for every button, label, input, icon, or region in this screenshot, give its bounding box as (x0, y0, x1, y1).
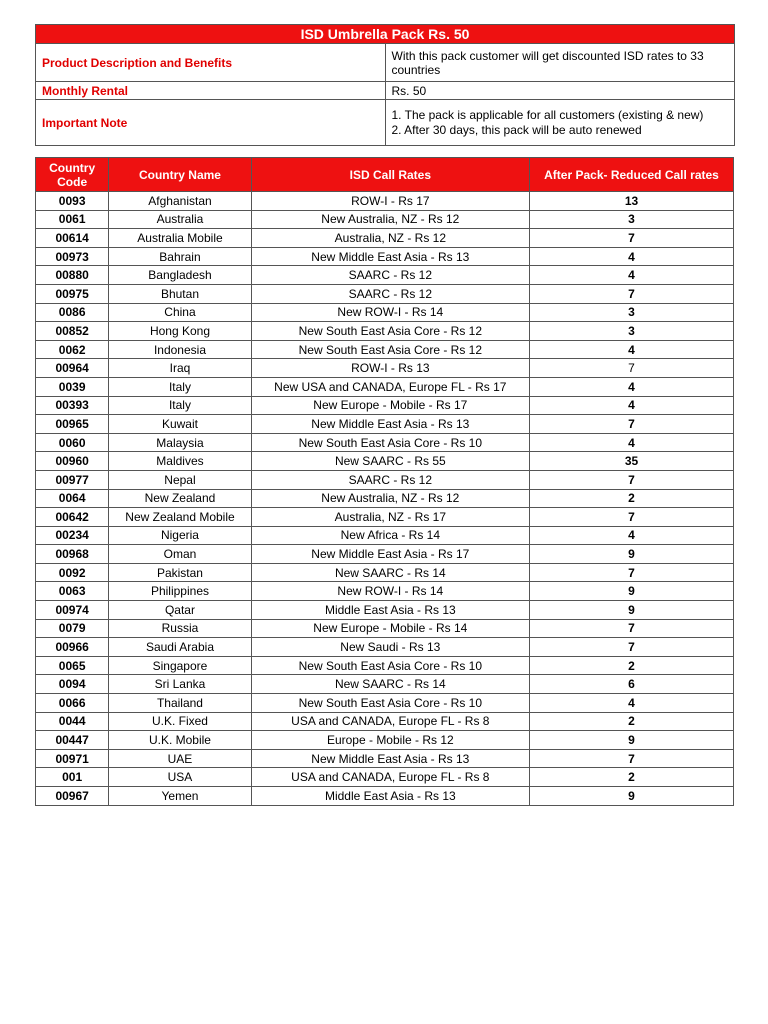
country-name-cell: Sri Lanka (109, 675, 251, 694)
country-code-cell: 0065 (36, 656, 109, 675)
table-row (36, 768, 734, 787)
important-note-label: Important Note (36, 100, 386, 146)
product-description-value: With this pack customer will get discounted ISD rates to 33 countries (385, 44, 735, 82)
reduced-rate-cell: 3 (530, 303, 734, 322)
country-name-cell: Thailand (109, 694, 251, 713)
country-code-cell: 00975 (36, 284, 109, 303)
country-code-cell: 0063 (36, 582, 109, 601)
country-name-cell: New Zealand Mobile (109, 508, 251, 527)
isd-rate-cell: New Middle East Asia - Rs 13 (251, 415, 529, 434)
reduced-rate-cell: 7 (530, 508, 734, 527)
country-name-cell: Philippines (109, 582, 251, 601)
table-row (36, 731, 734, 750)
table-row (36, 545, 734, 564)
country-name-cell: Saudi Arabia (109, 638, 251, 657)
country-name-cell: Afghanistan (109, 192, 251, 211)
country-name-cell: New Zealand (109, 489, 251, 508)
country-code-cell: 00447 (36, 731, 109, 750)
country-name-cell: U.K. Fixed (109, 712, 251, 731)
table-row (36, 266, 734, 285)
table-row (36, 787, 734, 806)
table-row (36, 415, 734, 434)
reduced-rate-cell: 7 (530, 415, 734, 434)
monthly-rental-label: Monthly Rental (36, 82, 386, 100)
important-note-value (385, 100, 735, 146)
isd-rate-cell: New Africa - Rs 14 (251, 526, 529, 545)
reduced-rate-cell: 4 (530, 396, 734, 415)
country-code-cell: 0066 (36, 694, 109, 713)
table-row (36, 563, 734, 582)
country-name-cell: Pakistan (109, 563, 251, 582)
isd-rate-cell: New South East Asia Core - Rs 12 (251, 340, 529, 359)
isd-rate-cell: New South East Asia Core - Rs 10 (251, 694, 529, 713)
country-name-cell: USA (109, 768, 251, 787)
table-row (36, 247, 734, 266)
country-code-cell: 00964 (36, 359, 109, 378)
country-name-cell: Malaysia (109, 433, 251, 452)
table-row (36, 508, 734, 527)
country-code-cell: 0079 (36, 619, 109, 638)
reduced-rate-cell: 3 (530, 322, 734, 341)
country-name-cell: Kuwait (109, 415, 251, 434)
reduced-rate-cell: 7 (530, 749, 734, 768)
reduced-rate-cell: 7 (530, 563, 734, 582)
header-isd-call-rates: ISD Call Rates (251, 158, 529, 192)
header-reduced-rates: After Pack- Reduced Call rates (530, 158, 734, 192)
isd-rate-cell: Australia, NZ - Rs 17 (251, 508, 529, 527)
reduced-rate-cell: 4 (530, 433, 734, 452)
pack-title: ISD Umbrella Pack Rs. 50 (36, 25, 735, 44)
isd-rate-cell: New South East Asia Core - Rs 10 (251, 656, 529, 675)
reduced-rate-cell: 7 (530, 619, 734, 638)
country-code-cell: 0062 (36, 340, 109, 359)
country-code-cell: 0061 (36, 210, 109, 229)
reduced-rate-cell: 9 (530, 582, 734, 601)
table-row (36, 526, 734, 545)
country-name-cell: Oman (109, 545, 251, 564)
reduced-rate-cell: 35 (530, 452, 734, 471)
isd-rate-cell: New Saudi - Rs 13 (251, 638, 529, 657)
reduced-rate-cell: 4 (530, 526, 734, 545)
reduced-rate-cell: 2 (530, 768, 734, 787)
isd-rate-cell: USA and CANADA, Europe FL - Rs 8 (251, 768, 529, 787)
reduced-rate-cell: 7 (530, 638, 734, 657)
isd-rate-cell: SAARC - Rs 12 (251, 266, 529, 285)
reduced-rate-cell: 2 (530, 489, 734, 508)
country-name-cell: Bhutan (109, 284, 251, 303)
country-name-cell: Bangladesh (109, 266, 251, 285)
isd-rate-cell: New SAARC - Rs 14 (251, 563, 529, 582)
reduced-rate-cell: 7 (530, 359, 734, 378)
table-row (36, 638, 734, 657)
reduced-rate-cell: 2 (530, 656, 734, 675)
isd-rate-cell: Middle East Asia - Rs 13 (251, 787, 529, 806)
isd-rate-cell: ROW-I - Rs 17 (251, 192, 529, 211)
country-name-cell: Nepal (109, 470, 251, 489)
table-row (36, 303, 734, 322)
country-code-cell: 00965 (36, 415, 109, 434)
table-row (36, 470, 734, 489)
country-code-cell: 0064 (36, 489, 109, 508)
country-code-cell: 0039 (36, 377, 109, 396)
reduced-rate-cell: 2 (530, 712, 734, 731)
table-row (36, 601, 734, 620)
product-description-label: Product Description and Benefits (36, 44, 386, 82)
rates-body (36, 192, 734, 806)
reduced-rate-cell: 9 (530, 545, 734, 564)
country-name-cell: Yemen (109, 787, 251, 806)
monthly-rental-value: Rs. 50 (385, 82, 735, 100)
isd-rate-cell: New Europe - Mobile - Rs 14 (251, 619, 529, 638)
isd-rate-cell: New Middle East Asia - Rs 13 (251, 247, 529, 266)
table-row (36, 619, 734, 638)
table-row (36, 210, 734, 229)
country-code-cell: 00880 (36, 266, 109, 285)
table-row (36, 694, 734, 713)
isd-rate-cell: SAARC - Rs 12 (251, 470, 529, 489)
isd-rate-cell: New Middle East Asia - Rs 17 (251, 545, 529, 564)
country-code-cell: 0094 (36, 675, 109, 694)
table-row (36, 656, 734, 675)
table-row (36, 377, 734, 396)
country-code-cell: 00971 (36, 749, 109, 768)
important-note-line: 1. The pack is applicable for all customers (existing & new) (391, 107, 704, 122)
isd-rate-cell: Middle East Asia - Rs 13 (251, 601, 529, 620)
isd-rate-cell: New Australia, NZ - Rs 12 (251, 489, 529, 508)
pack-info-table (35, 24, 735, 146)
table-row (36, 192, 734, 211)
table-row (36, 433, 734, 452)
table-row (36, 322, 734, 341)
country-code-cell: 00960 (36, 452, 109, 471)
country-code-cell: 0060 (36, 433, 109, 452)
table-row (36, 712, 734, 731)
table-row (36, 340, 734, 359)
country-name-cell: UAE (109, 749, 251, 768)
reduced-rate-cell: 7 (530, 229, 734, 248)
country-code-cell: 00967 (36, 787, 109, 806)
country-name-cell: Maldives (109, 452, 251, 471)
country-code-cell: 00974 (36, 601, 109, 620)
country-code-cell: 00642 (36, 508, 109, 527)
isd-rate-cell: New ROW-I - Rs 14 (251, 582, 529, 601)
country-name-cell: China (109, 303, 251, 322)
country-code-cell: 00852 (36, 322, 109, 341)
country-name-cell: Indonesia (109, 340, 251, 359)
country-name-cell: Bahrain (109, 247, 251, 266)
country-name-cell: U.K. Mobile (109, 731, 251, 750)
table-row (36, 749, 734, 768)
country-code-cell: 00977 (36, 470, 109, 489)
isd-rate-cell: SAARC - Rs 12 (251, 284, 529, 303)
country-code-cell: 001 (36, 768, 109, 787)
reduced-rate-cell: 7 (530, 470, 734, 489)
isd-rate-cell: Europe - Mobile - Rs 12 (251, 731, 529, 750)
table-row (36, 229, 734, 248)
isd-rate-cell: Australia, NZ - Rs 12 (251, 229, 529, 248)
reduced-rate-cell: 7 (530, 284, 734, 303)
reduced-rate-cell: 9 (530, 787, 734, 806)
table-row (36, 359, 734, 378)
header-country-code: Country Code (36, 158, 109, 192)
table-row (36, 675, 734, 694)
country-code-cell: 0044 (36, 712, 109, 731)
country-name-cell: Italy (109, 377, 251, 396)
country-code-cell: 0092 (36, 563, 109, 582)
country-name-cell: Qatar (109, 601, 251, 620)
country-name-cell: Iraq (109, 359, 251, 378)
reduced-rate-cell: 6 (530, 675, 734, 694)
country-name-cell: Nigeria (109, 526, 251, 545)
table-row (36, 396, 734, 415)
country-code-cell: 0093 (36, 192, 109, 211)
reduced-rate-cell: 4 (530, 377, 734, 396)
header-country-name: Country Name (109, 158, 251, 192)
isd-rate-cell: New South East Asia Core - Rs 10 (251, 433, 529, 452)
isd-rate-cell: New Australia, NZ - Rs 12 (251, 210, 529, 229)
country-code-cell: 00234 (36, 526, 109, 545)
country-name-cell: Australia (109, 210, 251, 229)
reduced-rate-cell: 4 (530, 340, 734, 359)
isd-rate-cell: New ROW-I - Rs 14 (251, 303, 529, 322)
isd-rate-cell: New Middle East Asia - Rs 13 (251, 749, 529, 768)
isd-rate-cell: New South East Asia Core - Rs 12 (251, 322, 529, 341)
reduced-rate-cell: 3 (530, 210, 734, 229)
isd-rate-cell: New Europe - Mobile - Rs 17 (251, 396, 529, 415)
table-row (36, 284, 734, 303)
country-code-cell: 00968 (36, 545, 109, 564)
country-name-cell: Australia Mobile (109, 229, 251, 248)
country-code-cell: 00973 (36, 247, 109, 266)
rates-table (35, 157, 734, 806)
country-name-cell: Italy (109, 396, 251, 415)
reduced-rate-cell: 4 (530, 266, 734, 285)
reduced-rate-cell: 13 (530, 192, 734, 211)
table-row (36, 582, 734, 601)
reduced-rate-cell: 4 (530, 247, 734, 266)
country-code-cell: 00966 (36, 638, 109, 657)
reduced-rate-cell: 4 (530, 694, 734, 713)
country-name-cell: Russia (109, 619, 251, 638)
reduced-rate-cell: 9 (530, 731, 734, 750)
isd-rate-cell: ROW-I - Rs 13 (251, 359, 529, 378)
isd-rate-cell: New SAARC - Rs 55 (251, 452, 529, 471)
reduced-rate-cell: 9 (530, 601, 734, 620)
country-name-cell: Singapore (109, 656, 251, 675)
table-row (36, 452, 734, 471)
country-code-cell: 00393 (36, 396, 109, 415)
rates-header-row (36, 158, 734, 192)
important-note-line: 2. After 30 days, this pack will be auto renewed (391, 122, 642, 137)
table-row (36, 489, 734, 508)
isd-rate-cell: New USA and CANADA, Europe FL - Rs 17 (251, 377, 529, 396)
country-code-cell: 00614 (36, 229, 109, 248)
country-code-cell: 0086 (36, 303, 109, 322)
isd-rate-cell: USA and CANADA, Europe FL - Rs 8 (251, 712, 529, 731)
isd-rate-cell: New SAARC - Rs 14 (251, 675, 529, 694)
country-name-cell: Hong Kong (109, 322, 251, 341)
